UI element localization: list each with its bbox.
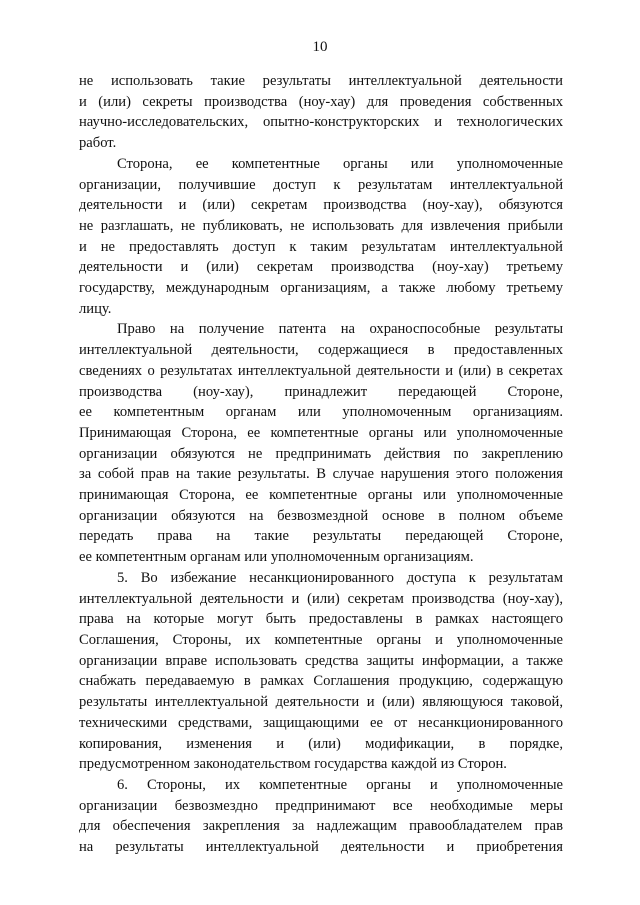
- text-line: Соглашения, Стороны, их компетентные органы и уполномоченные: [79, 631, 563, 648]
- paragraph: [79, 319, 563, 567]
- paragraph: [79, 71, 563, 154]
- text-line: организации, получившие доступ к результатам интеллектуальной: [79, 176, 563, 193]
- text-line: копирования, изменения и (или) модификации, в порядке,: [79, 735, 563, 752]
- text-line: принимающая Сторона, ее компетентные органы или уполномоченные: [79, 487, 563, 504]
- text-line: ее компетентным органам или уполномоченным организациям.: [79, 404, 563, 421]
- text-line: организации обязуются на безвозмездной основе в полном объеме: [79, 507, 563, 524]
- text-line: сведениях о результатах интеллектуальной деятельности и (или) в секретах: [79, 362, 563, 379]
- text-line: техническими средствами, защищающими ее от несанкционированного: [79, 714, 563, 731]
- text-line: 6. Стороны, их компетентные органы и уполномоченные: [117, 776, 563, 793]
- document-body: [79, 71, 563, 858]
- text-line: результаты интеллектуальной деятельности и (или) являющуюся таковой,: [79, 694, 563, 711]
- text-line: Сторона, ее компетентные органы или уполномоченные: [117, 155, 563, 172]
- paragraph: [79, 568, 563, 775]
- text-line: организации обязуются не предпринимать действия по закреплению: [79, 445, 563, 462]
- text-line: за собой прав на такие результаты. В случае нарушения этого положения: [79, 466, 563, 483]
- text-line: интеллектуальной деятельности и (или) секретам производства (ноу-хау),: [79, 590, 563, 607]
- text-line: не использовать такие результаты интеллектуальной деятельности: [79, 73, 563, 89]
- paragraph: [79, 154, 563, 320]
- text-line: не разглашать, не публиковать, не использовать для извлечения прибыли: [79, 217, 563, 234]
- text-line: организации вправе использовать средства защиты информации, а также: [79, 652, 563, 669]
- text-line: ее компетентным органам или уполномоченным организациям.: [79, 549, 474, 566]
- text-line: государству, международным организациям, а также любому третьему: [79, 280, 563, 297]
- text-line: и не предоставлять доступ к таким результатам интеллектуальной: [79, 238, 563, 255]
- text-line: интеллектуальной деятельности, содержащиеся в предоставленных: [79, 342, 563, 359]
- text-line: и (или) секреты производства (ноу-хау) для проведения собственных: [79, 93, 563, 110]
- text-line: работ.: [79, 135, 117, 152]
- text-line: организации безвозмездно предпринимают все необходимые меры: [79, 797, 563, 814]
- text-line: лицу.: [79, 300, 112, 317]
- text-line: права на которые могут быть предоставлены в рамках настоящего: [79, 611, 563, 628]
- paragraph: [79, 775, 563, 858]
- text-line: снабжать передаваемую в рамках Соглашения продукцию, содержащую: [79, 673, 563, 690]
- text-line: передать права на такие результаты передающей Стороне,: [79, 528, 563, 545]
- text-line: Право на получение патента на охраноспособные результаты: [117, 321, 563, 338]
- text-line: деятельности и (или) секретам производства (ноу-хау) третьему: [79, 259, 563, 276]
- text-line: 5. Во избежание несанкционированного доступа к результатам: [117, 569, 563, 586]
- text-line: производства (ноу-хау), принадлежит передающей Стороне,: [79, 383, 563, 400]
- page-number: 10: [312, 39, 328, 55]
- text-line: научно-исследовательских, опытно-конструкторских и технологических: [79, 114, 563, 131]
- text-line: для обеспечения закрепления за надлежащим правообладателем прав: [79, 818, 563, 835]
- text-line: Принимающая Сторона, ее компетентные органы или уполномоченные: [79, 424, 563, 441]
- text-line: на результаты интеллектуальной деятельности и приобретения: [79, 839, 563, 856]
- text-line: деятельности и (или) секретам производства (ноу-хау), обязуются: [79, 197, 563, 214]
- text-line: предусмотренном законодательством государства каждой из Сторон.: [79, 756, 507, 773]
